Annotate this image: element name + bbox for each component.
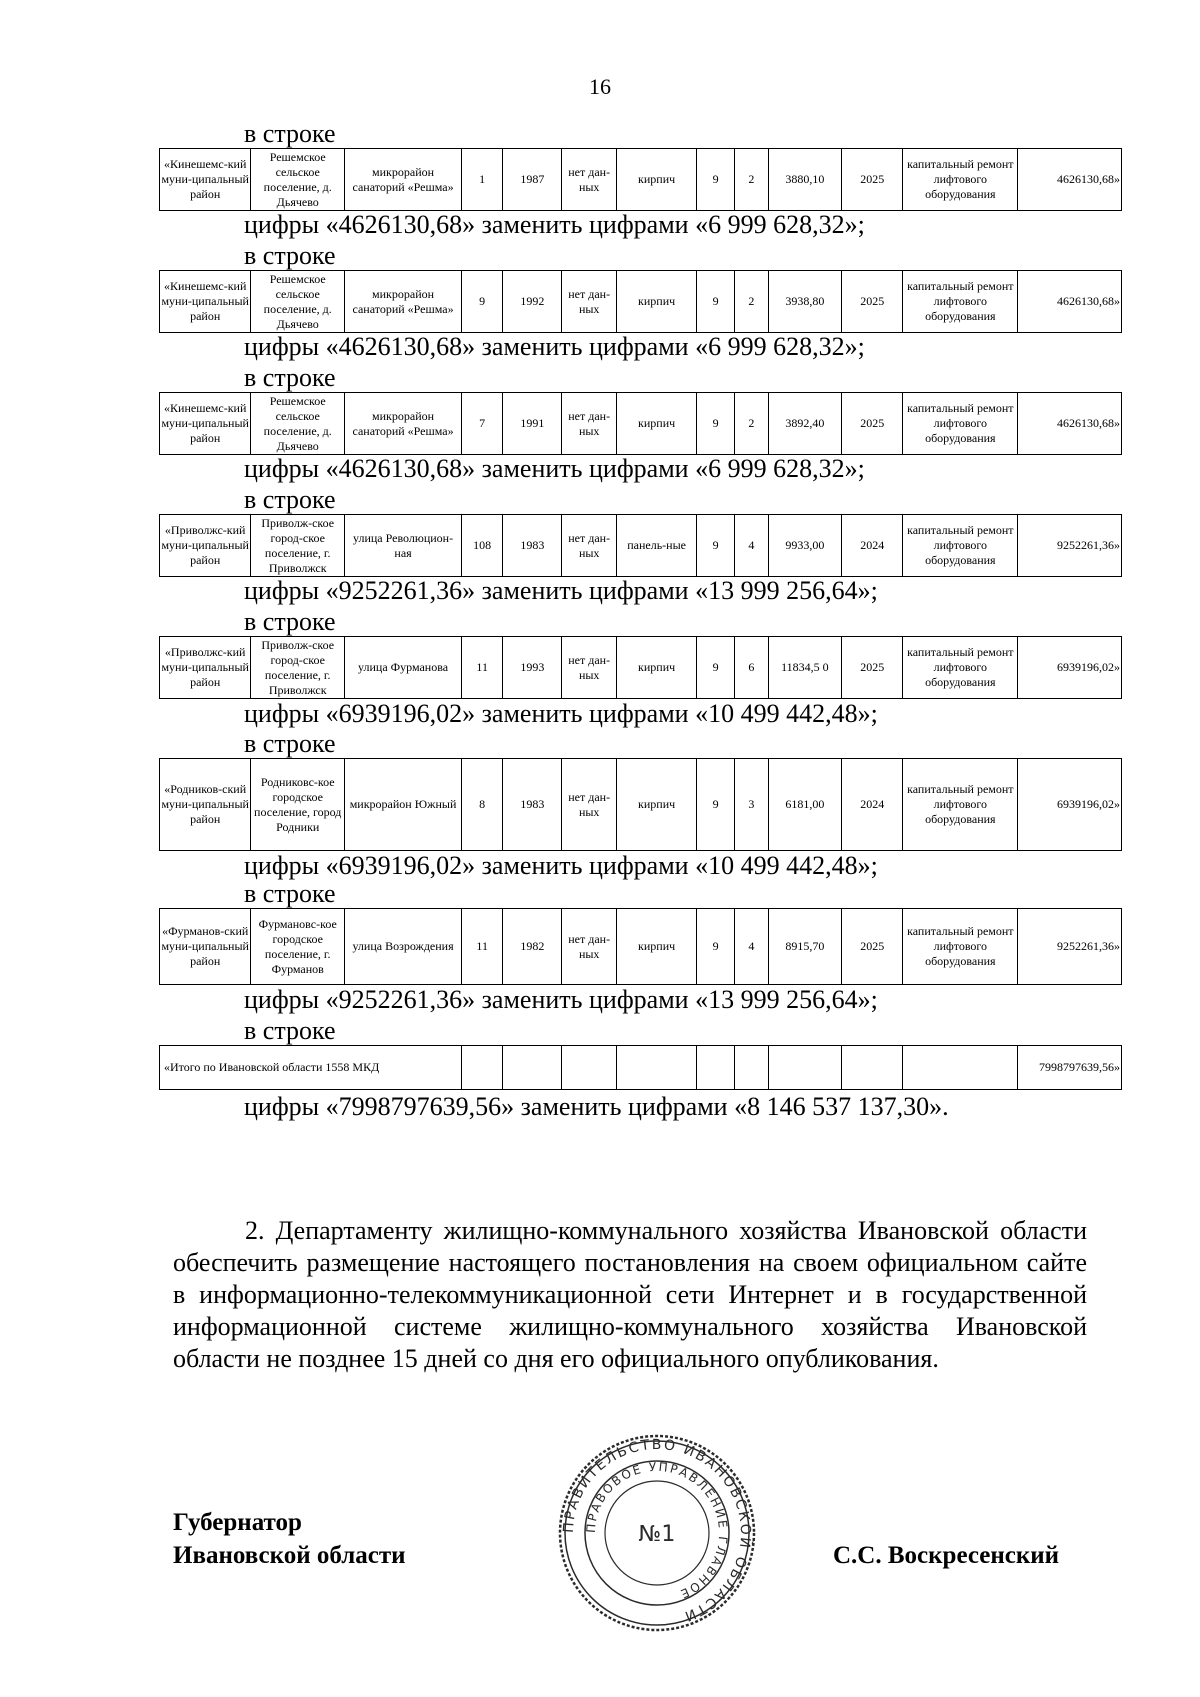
entrances-cell: 2 xyxy=(735,271,768,333)
replacement-instruction: цифры «7998797639,56» заменить цифрами «8 146 537 137,30». xyxy=(244,1092,949,1121)
plan-year-cell: 2025 xyxy=(842,637,903,699)
empty-cell xyxy=(735,1046,768,1090)
total-table-row xyxy=(159,1045,1122,1090)
replacement-instruction: цифры «9252261,36» заменить цифрами «13 999 256,64»; xyxy=(244,985,878,1014)
housing-table-row xyxy=(159,514,1122,577)
empty-cell xyxy=(842,1046,903,1090)
plan-year-cell: 2024 xyxy=(842,515,903,577)
table-row xyxy=(160,1046,1122,1090)
plan-year-cell: 2025 xyxy=(842,393,903,455)
area-cell: 9933,00 xyxy=(768,515,842,577)
replacement-instruction: цифры «4626130,68» заменить цифрами «6 999 628,32»; xyxy=(244,210,865,239)
floors-cell: 9 xyxy=(697,637,735,699)
house-number-cell: 11 xyxy=(462,637,503,699)
in-row-phrase: в строке xyxy=(244,1016,336,1045)
housing-table-row xyxy=(159,270,1122,333)
no-data-cell: нет дан-ных xyxy=(562,637,617,699)
address-cell: улица Революцион-ная xyxy=(345,515,462,577)
settlement-cell: Решемское сельское поселение, д. Дьячево xyxy=(251,271,345,333)
settlement-cell: Родниковс-кое городское поселение, город Родники xyxy=(251,759,345,851)
no-data-cell: нет дан-ных xyxy=(562,759,617,851)
work-type-cell: капитальный ремонт лифтового оборудования xyxy=(903,637,1018,699)
entrances-cell: 2 xyxy=(735,393,768,455)
empty-cell xyxy=(462,1046,503,1090)
municipal-district-cell: «Приволжс-кий муни-ципальный район xyxy=(160,515,251,577)
address-cell: улица Фурманова xyxy=(345,637,462,699)
municipal-district-cell: «Родников-ский муни-ципальный район xyxy=(160,759,251,851)
area-cell: 6181,00 xyxy=(768,759,842,851)
house-number-cell: 11 xyxy=(462,909,503,985)
signatory-title-line2: Ивановской области xyxy=(173,1542,406,1569)
area-cell: 3938,80 xyxy=(768,271,842,333)
table-row xyxy=(160,637,1122,699)
address-cell: микрорайон санаторий «Решма» xyxy=(345,271,462,333)
cost-cell: 4626130,68» xyxy=(1018,271,1122,333)
signatory-name: С.С. Воскресенский xyxy=(833,1542,1060,1569)
work-type-cell: капитальный ремонт лифтового оборудования xyxy=(903,515,1018,577)
entrances-cell: 3 xyxy=(735,759,768,851)
house-number-cell: 8 xyxy=(462,759,503,851)
signatory-title xyxy=(173,1506,406,1572)
table-row xyxy=(160,393,1122,455)
svg-text:ПРАВОВОЕ УПРАВЛЕНИЕ ГЛАВНОЕ: ПРАВОВОЕ УПРАВЛЕНИЕ ГЛАВНОЕ xyxy=(583,1459,731,1602)
build-year-cell: 1983 xyxy=(503,515,562,577)
no-data-cell: нет дан-ных xyxy=(562,393,617,455)
wall-material-cell: кирпич xyxy=(616,393,696,455)
municipal-district-cell: «Фурманов-ский муни-ципальный район xyxy=(160,909,251,985)
signatory-title-line1: Губернатор xyxy=(173,1509,302,1536)
entrances-cell: 2 xyxy=(735,149,768,211)
wall-material-cell: кирпич xyxy=(616,271,696,333)
entrances-cell: 4 xyxy=(735,515,768,577)
instruction-paragraph xyxy=(173,1215,1087,1375)
area-cell: 3892,40 xyxy=(768,393,842,455)
address-cell: улица Возрождения xyxy=(345,909,462,985)
build-year-cell: 1991 xyxy=(503,393,562,455)
housing-table-row xyxy=(159,908,1122,985)
address-cell: микрорайон Южный xyxy=(345,759,462,851)
housing-table-row xyxy=(159,758,1122,851)
address-cell: микрорайон санаторий «Решма» xyxy=(345,393,462,455)
replacement-instruction: цифры «6939196,02» заменить цифрами «10 499 442,48»; xyxy=(244,699,878,728)
municipal-district-cell: «Кинешемс-кий муни-ципальный район xyxy=(160,271,251,333)
plan-year-cell: 2024 xyxy=(842,759,903,851)
build-year-cell: 1993 xyxy=(503,637,562,699)
plan-year-cell: 2025 xyxy=(842,271,903,333)
cost-cell: 6939196,02» xyxy=(1018,759,1122,851)
build-year-cell: 1983 xyxy=(503,759,562,851)
wall-material-cell: панель-ные xyxy=(616,515,696,577)
cost-cell: 4626130,68» xyxy=(1018,393,1122,455)
floors-cell: 9 xyxy=(697,759,735,851)
area-cell: 11834,5 0 xyxy=(768,637,842,699)
entrances-cell: 4 xyxy=(735,909,768,985)
table-row xyxy=(160,271,1122,333)
cost-cell: 9252261,36» xyxy=(1018,515,1122,577)
area-cell: 8915,70 xyxy=(768,909,842,985)
in-row-phrase: в строке xyxy=(244,119,336,148)
no-data-cell: нет дан-ных xyxy=(562,909,617,985)
build-year-cell: 1992 xyxy=(503,271,562,333)
housing-table-row xyxy=(159,392,1122,455)
empty-cell xyxy=(616,1046,696,1090)
housing-table-row xyxy=(159,148,1122,211)
in-row-phrase: в строке xyxy=(244,729,336,758)
replacement-instruction: цифры «6939196,02» заменить цифрами «10 499 442,48»; xyxy=(244,851,878,880)
total-cost-cell: 7998797639,56» xyxy=(1018,1046,1122,1090)
floors-cell: 9 xyxy=(697,149,735,211)
build-year-cell: 1987 xyxy=(503,149,562,211)
housing-table-row xyxy=(159,636,1122,699)
svg-text:№1: №1 xyxy=(638,1522,676,1547)
settlement-cell: Приволж-ское город-ское поселение, г. Приволжск xyxy=(251,637,345,699)
settlement-cell: Фурмановс-кое городское поселение, г. Фурманов xyxy=(251,909,345,985)
empty-cell xyxy=(697,1046,735,1090)
municipal-district-cell: «Кинешемс-кий муни-ципальный район xyxy=(160,149,251,211)
in-row-phrase: в строке xyxy=(244,485,336,514)
instruction-text: 2. Департаменту жилищно-коммунального хозяйства Ивановской области обеспечить размещение настоящего постановления на своем официальном сайте в информационно-телекоммуникационной сети Интернет и в государственной информационной системе жилищно-коммунального хозяйства Ивановской области не позднее 15 дней со дня его официального опубликования. xyxy=(173,1216,1087,1373)
wall-material-cell: кирпич xyxy=(616,149,696,211)
address-cell: микрорайон санаторий «Решма» xyxy=(345,149,462,211)
replacement-instruction: цифры «4626130,68» заменить цифрами «6 999 628,32»; xyxy=(244,332,865,361)
plan-year-cell: 2025 xyxy=(842,149,903,211)
replacement-instruction: цифры «9252261,36» заменить цифрами «13 999 256,64»; xyxy=(244,576,878,605)
official-stamp xyxy=(557,1433,757,1633)
municipal-district-cell: «Кинешемс-кий муни-ципальный район xyxy=(160,393,251,455)
table-row xyxy=(160,515,1122,577)
house-number-cell: 108 xyxy=(462,515,503,577)
wall-material-cell: кирпич xyxy=(616,909,696,985)
no-data-cell: нет дан-ных xyxy=(562,149,617,211)
table-row xyxy=(160,149,1122,211)
work-type-cell: капитальный ремонт лифтового оборудования xyxy=(903,393,1018,455)
work-type-cell: капитальный ремонт лифтового оборудования xyxy=(903,149,1018,211)
house-number-cell: 7 xyxy=(462,393,503,455)
settlement-cell: Решемское сельское поселение, д. Дьячево xyxy=(251,393,345,455)
work-type-cell: капитальный ремонт лифтового оборудования xyxy=(903,909,1018,985)
svg-text:ПРАВИТЕЛЬСТВО ИВАНОВСКОЙ ОБЛАС: ПРАВИТЕЛЬСТВО ИВАНОВСКОЙ ОБЛАСТИ xyxy=(560,1436,754,1625)
no-data-cell: нет дан-ных xyxy=(562,515,617,577)
floors-cell: 9 xyxy=(697,271,735,333)
work-type-cell: капитальный ремонт лифтового оборудования xyxy=(903,271,1018,333)
settlement-cell: Решемское сельское поселение, д. Дьячево xyxy=(251,149,345,211)
in-row-phrase: в строке xyxy=(244,879,336,908)
entrances-cell: 6 xyxy=(735,637,768,699)
house-number-cell: 1 xyxy=(462,149,503,211)
area-cell: 3880,10 xyxy=(768,149,842,211)
empty-cell xyxy=(562,1046,617,1090)
floors-cell: 9 xyxy=(697,393,735,455)
cost-cell: 9252261,36» xyxy=(1018,909,1122,985)
cost-cell: 6939196,02» xyxy=(1018,637,1122,699)
replacement-instruction: цифры «4626130,68» заменить цифрами «6 999 628,32»; xyxy=(244,454,865,483)
settlement-cell: Приволж-ское город-ское поселение, г. Приволжск xyxy=(251,515,345,577)
wall-material-cell: кирпич xyxy=(616,759,696,851)
page-number: 16 xyxy=(589,74,611,99)
house-number-cell: 9 xyxy=(462,271,503,333)
no-data-cell: нет дан-ных xyxy=(562,271,617,333)
in-row-phrase: в строке xyxy=(244,241,336,270)
table-row xyxy=(160,759,1122,851)
municipal-district-cell: «Приволжс-кий муни-ципальный район xyxy=(160,637,251,699)
empty-cell xyxy=(503,1046,562,1090)
empty-cell xyxy=(903,1046,1018,1090)
wall-material-cell: кирпич xyxy=(616,637,696,699)
floors-cell: 9 xyxy=(697,909,735,985)
floors-cell: 9 xyxy=(697,515,735,577)
empty-cell xyxy=(768,1046,842,1090)
total-label-cell: «Итого по Ивановской области 1558 МКД xyxy=(160,1046,462,1090)
cost-cell: 4626130,68» xyxy=(1018,149,1122,211)
table-row xyxy=(160,909,1122,985)
plan-year-cell: 2025 xyxy=(842,909,903,985)
in-row-phrase: в строке xyxy=(244,363,336,392)
in-row-phrase: в строке xyxy=(244,607,336,636)
build-year-cell: 1982 xyxy=(503,909,562,985)
work-type-cell: капитальный ремонт лифтового оборудования xyxy=(903,759,1018,851)
